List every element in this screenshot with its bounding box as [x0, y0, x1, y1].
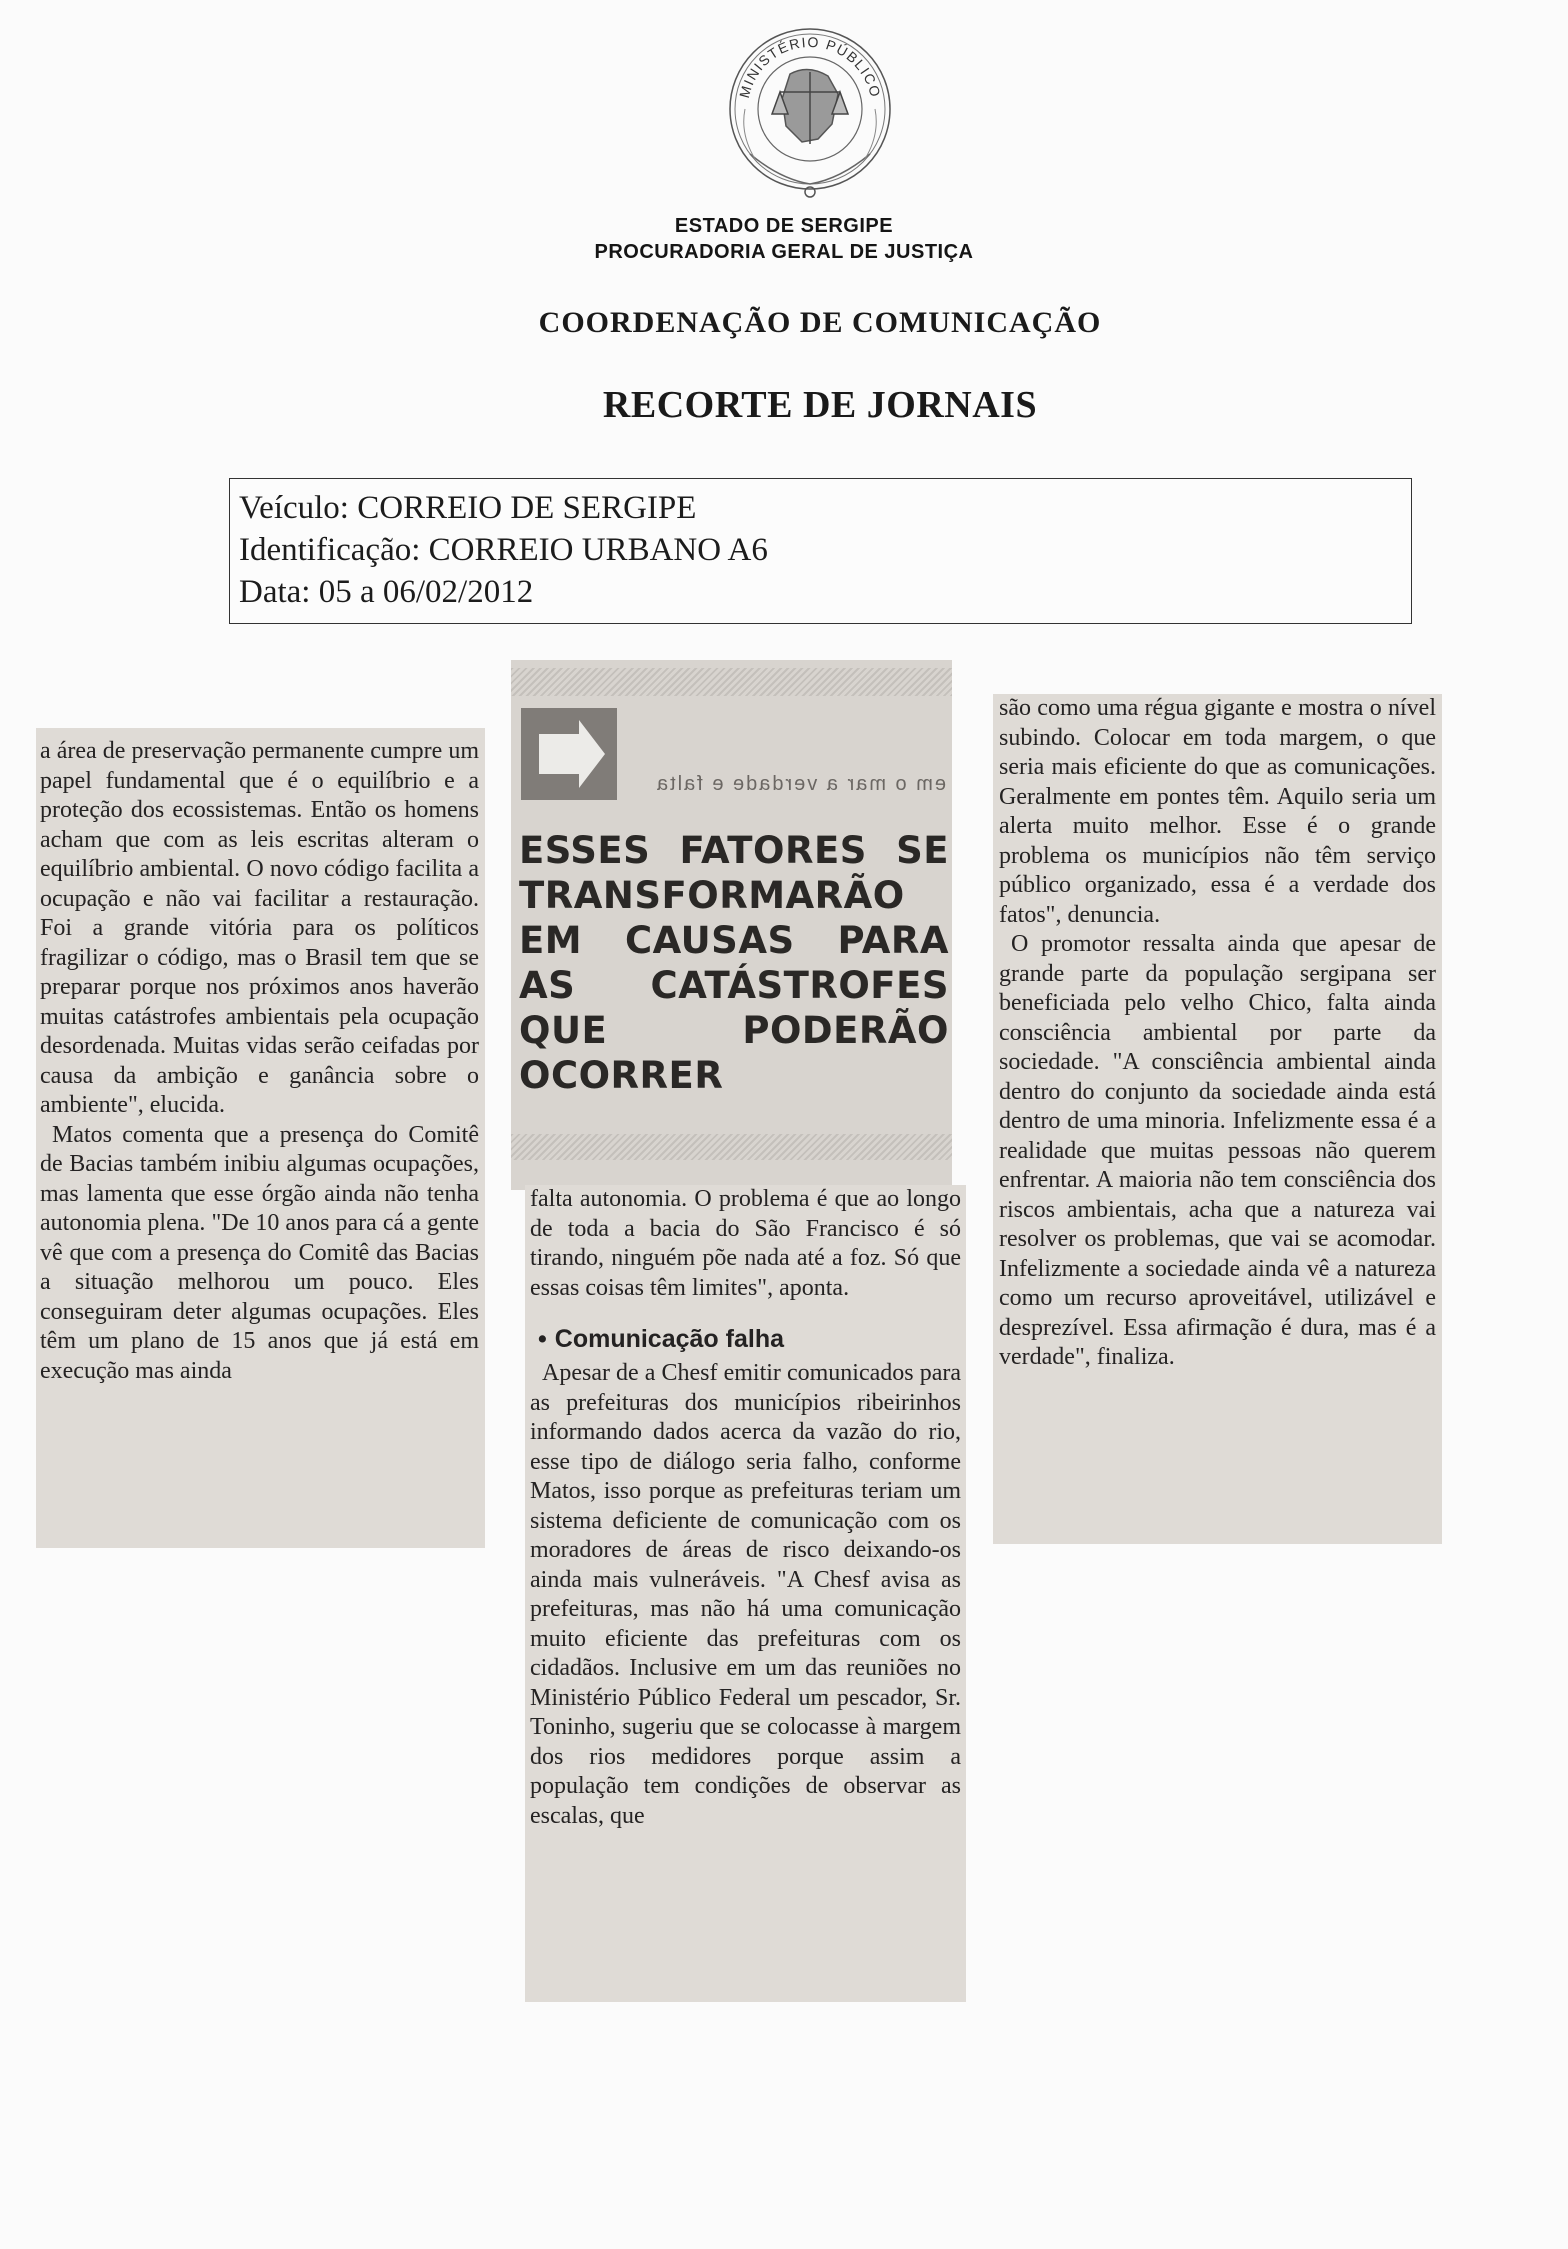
hatched-rule-top — [511, 668, 952, 696]
info-data: Data: 05 a 06/02/2012 — [239, 574, 534, 610]
info-veiculo: Veículo: CORREIO DE SERGIPE — [239, 490, 697, 526]
article-column-2 — [525, 1185, 966, 2002]
clipping-info-box — [229, 478, 1412, 624]
column2-intro: falta autonomia. O problema é que ao longo de toda a bacia do São Francisco é só tirando, ninguém põe nada até a foz. Só que essas coisas têm limites", aponta. — [530, 1186, 961, 1301]
article-column-1 — [36, 728, 485, 1548]
institution-line-2: PROCURADORIA GERAL DE JUSTIÇA — [594, 241, 974, 263]
department-title: COORDENAÇÃO DE COMUNICAÇÃO — [538, 306, 1102, 339]
info-identificacao: Identificação: CORREIO URBANO A6 — [239, 532, 768, 568]
column3-paragraph-1: são como uma régua gigante e mostra o nível subindo. Colocar em toda margem, o que seria mais eficiente do que as comunicações. Geralmente em pontes têm. Aquilo seria um alerta muito melhor. Esse é o grande problema os municípios não têm serviço público organizado, essa é a verdade dos fatos", denuncia. — [999, 695, 1436, 928]
column1-paragraph-2: Matos comenta que a presença do Comitê de Bacias também inibiu algumas ocupações, mas lamenta que esse órgão ainda não tenha autonomia plena. "De 10 anos para cá a gente vê que com a presença do Comitê das Bacias a situação melhorou um pouco. Eles conseguiram deter algumas ocupações. Eles têm um plano de 15 anos que já está em execução mas ainda — [40, 1121, 479, 1384]
pullquote-box — [511, 660, 952, 1190]
bullet-icon: • — [538, 1325, 547, 1353]
column1-paragraph-1: a área de preservação permanente cumpre um papel fundamental que é o equilíbrio e a proteção dos ecossistemas. Então os homens acham que com as leis escritas alteram o equilíbrio ambiental. O novo código facilita a ocupação e não vai facilitar a restauração. Foi a grande vitória para os políticos fragilizar o código, mas o Brasil tem que se preparar porque nos próximos anos haverão muitas catástrofes ambientais pela ocupação desordenada. Muitas vidas serão ceifadas por causa da ambição e ganância sobre o ambiente", elucida. — [40, 738, 479, 1118]
institution-line-1: ESTADO DE SERGIPE — [674, 215, 894, 237]
document-title: RECORTE DE JORNAIS — [602, 384, 1038, 426]
ministerio-publico-seal — [720, 14, 900, 204]
arrow-icon — [521, 708, 617, 800]
hatched-rule-bottom — [511, 1134, 952, 1160]
pullquote-headline: ESSES FATORES SE TRANSFORMARÃO EM CAUSAS PARA AS CATÁSTROFES QUE PODERÃO OCORRER — [519, 829, 949, 1097]
seal-ring-text: MINISTÉRIO PÚBLICO — [735, 33, 885, 100]
column2-body: Apesar de a Chesf emitir comunicados para as prefeituras dos municípios ribeirinhos informando dados acerca da vazão do rio, esse tipo de diálogo seria falho, conforme Matos, isso porque as prefeituras teriam um sistema deficiente de comunicação com os moradores de áreas de risco deixando-os ainda mais vulneráveis. "A Chesf avisa as prefeituras, mas não há uma comunicação muito eficiente das prefeituras com os cidadãos. Inclusive em um das reuniões no Ministério Público Federal um pescador, Sr. Toninho, sugeriu que se colocasse à margem dos rios medidores porque assim a população tem condições de observar as escalas, que — [530, 1360, 961, 1829]
article-column-3 — [993, 694, 1442, 1544]
column3-paragraph-2: O promotor ressalta ainda que apesar de grande parte da população sergipana ser beneficiada pelo velho Chico, falta ainda consciência ambiental por parte da sociedade. "A consciência ambiental ainda dentro do conjunto da sociedade ainda está dentro de uma minoria. Infelizmente essa é a realidade que muitas pessoas não querem enfrentar. A maioria não tem consciência dos riscos ambientais, acha que a natureza vai resolver os problemas, que vai se acomodar. Infelizmente a sociedade ainda vê a natureza como um recurso aproveitável, utilizável e desprezível. Essa afirmação é dura, mas é a verdade", finaliza. — [999, 931, 1436, 1370]
bleed-through-text: em o mar a verdade e falta — [654, 773, 946, 794]
scales-of-justice-icon — [772, 69, 848, 144]
subhead-text: Comunicação falha — [554, 1325, 784, 1353]
section-subhead — [538, 1323, 961, 1355]
